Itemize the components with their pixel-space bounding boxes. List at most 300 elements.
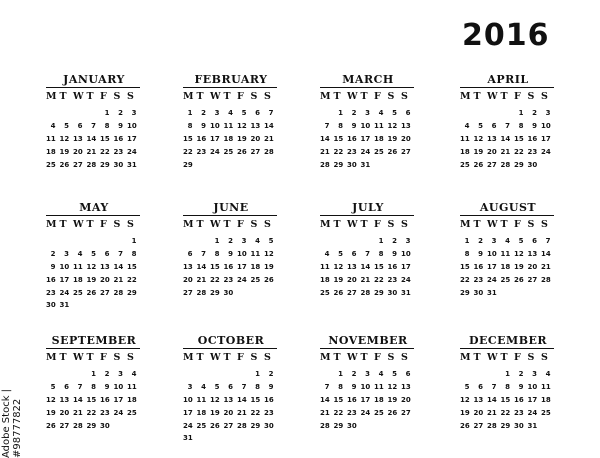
day-cell: 17 bbox=[210, 134, 220, 143]
day-cell: 5 bbox=[91, 249, 96, 258]
day-cell: 20 bbox=[250, 134, 261, 143]
day-cell: 26 bbox=[387, 147, 398, 156]
weekday-label: S bbox=[250, 219, 258, 230]
day-cell: 27 bbox=[73, 160, 83, 169]
day-cell: 31 bbox=[59, 301, 70, 310]
day-cell: 15 bbox=[333, 395, 344, 404]
day-cell: 17 bbox=[527, 395, 538, 404]
weekday-label: W bbox=[487, 352, 498, 363]
day-cell: 2 bbox=[228, 237, 233, 245]
day-cell: 11 bbox=[500, 249, 511, 258]
day-cell: 16 bbox=[514, 395, 524, 404]
day-blank bbox=[320, 235, 334, 248]
month-may bbox=[46, 201, 142, 312]
weekday-header bbox=[320, 91, 416, 105]
day-cell: 4 bbox=[131, 370, 137, 378]
day-cell: 26 bbox=[86, 288, 97, 297]
day-cell: 25 bbox=[250, 275, 261, 284]
day-cell: 26 bbox=[264, 275, 274, 284]
day-cell: 4 bbox=[545, 370, 551, 378]
day-cell: 21 bbox=[360, 275, 371, 284]
day-cell: 18 bbox=[196, 408, 207, 417]
day-cell: 28 bbox=[237, 421, 247, 430]
day-cell: 10 bbox=[527, 382, 538, 391]
day-cell: 16 bbox=[223, 262, 234, 271]
day-cell: 12 bbox=[86, 262, 97, 271]
day-cell: 24 bbox=[541, 147, 551, 156]
day-cell: 9 bbox=[268, 382, 274, 391]
day-cell: 7 bbox=[77, 382, 83, 391]
day-cell: 20 bbox=[223, 408, 234, 417]
month-august bbox=[460, 201, 556, 299]
day-cell: 23 bbox=[473, 275, 484, 284]
weekday-label: F bbox=[237, 352, 244, 363]
day-cell: 13 bbox=[527, 249, 538, 258]
day-cell: 8 bbox=[187, 121, 193, 130]
day-cell: 20 bbox=[100, 275, 110, 284]
day-cell: 24 bbox=[527, 408, 538, 417]
month-october bbox=[183, 334, 279, 445]
day-cell: 11 bbox=[374, 382, 384, 391]
day-cell: 27 bbox=[487, 160, 497, 169]
month-name: JULY bbox=[352, 201, 384, 214]
day-cell: 6 bbox=[405, 370, 411, 378]
day-blank bbox=[361, 235, 375, 248]
day-cell: 15 bbox=[183, 134, 193, 143]
day-grid bbox=[183, 368, 279, 445]
weekday-label: S bbox=[401, 352, 408, 363]
day-cell: 5 bbox=[338, 249, 343, 258]
day-cell: 15 bbox=[86, 395, 97, 404]
month-divider bbox=[320, 348, 414, 349]
day-cell: 24 bbox=[360, 147, 371, 156]
day-cell: 22 bbox=[500, 408, 511, 417]
day-cell: 13 bbox=[59, 395, 70, 404]
day-cell: 14 bbox=[320, 134, 330, 143]
day-cell: 1 bbox=[464, 237, 470, 245]
day-cell: 9 bbox=[351, 121, 357, 130]
day-cell: 29 bbox=[333, 160, 344, 169]
weekday-label: S bbox=[401, 219, 408, 230]
day-cell: 19 bbox=[333, 275, 344, 284]
day-cell: 17 bbox=[360, 395, 371, 404]
day-cell: 4 bbox=[324, 249, 330, 258]
weekday-label: F bbox=[237, 219, 244, 230]
day-cell: 31 bbox=[527, 421, 538, 430]
month-divider bbox=[183, 87, 277, 88]
day-cell: 8 bbox=[131, 249, 137, 258]
day-cell: 21 bbox=[196, 275, 207, 284]
day-cell: 8 bbox=[378, 249, 384, 258]
day-grid bbox=[320, 368, 416, 432]
day-grid bbox=[46, 368, 142, 432]
day-cell: 16 bbox=[387, 262, 398, 271]
day-cell: 12 bbox=[514, 249, 524, 258]
weekday-label: T bbox=[360, 219, 368, 230]
day-cell: 8 bbox=[255, 382, 260, 391]
day-cell: 8 bbox=[214, 249, 220, 258]
day-cell: 27 bbox=[100, 288, 110, 297]
weekday-label: W bbox=[347, 219, 358, 230]
weekday-header bbox=[460, 219, 556, 233]
month-name: DECEMBER bbox=[468, 334, 548, 347]
weekday-label: S bbox=[387, 91, 395, 102]
day-cell: 25 bbox=[320, 288, 330, 297]
day-cell: 1 bbox=[505, 370, 510, 378]
day-cell: 28 bbox=[500, 160, 511, 169]
day-cell: 8 bbox=[91, 382, 96, 391]
year-title: 2016 bbox=[462, 18, 550, 53]
day-grid bbox=[46, 107, 142, 171]
weekday-label: F bbox=[100, 91, 107, 102]
day-cell: 21 bbox=[86, 147, 97, 156]
day-blank bbox=[114, 235, 128, 248]
day-cell: 15 bbox=[460, 262, 470, 271]
weekday-label: T bbox=[223, 352, 231, 363]
day-cell: 22 bbox=[210, 275, 220, 284]
day-cell: 3 bbox=[365, 370, 370, 378]
day-cell: 16 bbox=[100, 395, 110, 404]
day-cell: 27 bbox=[59, 421, 70, 430]
day-cell: 12 bbox=[473, 134, 484, 143]
day-cell: 14 bbox=[86, 134, 97, 143]
day-grid bbox=[460, 235, 556, 299]
day-cell: 3 bbox=[545, 109, 551, 117]
day-cell: 9 bbox=[104, 382, 110, 391]
day-cell: 20 bbox=[59, 408, 70, 417]
day-cell: 30 bbox=[347, 160, 357, 169]
day-cell: 3 bbox=[118, 370, 123, 378]
day-cell: 7 bbox=[365, 249, 370, 258]
month-december bbox=[460, 334, 556, 432]
month-divider bbox=[46, 87, 140, 88]
weekday-label: F bbox=[237, 91, 244, 102]
day-cell: 29 bbox=[500, 421, 511, 430]
day-cell: 4 bbox=[201, 382, 206, 391]
day-cell: 21 bbox=[320, 408, 330, 417]
day-cell: 11 bbox=[374, 121, 384, 130]
day-cell: 19 bbox=[264, 262, 274, 271]
day-cell: 30 bbox=[347, 421, 357, 430]
day-blank bbox=[183, 368, 197, 381]
weekday-label: M bbox=[460, 219, 471, 230]
day-cell: 22 bbox=[250, 408, 261, 417]
day-cell: 18 bbox=[460, 147, 470, 156]
day-blank bbox=[501, 107, 515, 120]
day-cell: 5 bbox=[50, 382, 56, 391]
day-cell: 18 bbox=[223, 134, 234, 143]
day-cell: 10 bbox=[59, 262, 70, 271]
month-name: MARCH bbox=[342, 73, 394, 86]
day-cell: 26 bbox=[59, 160, 70, 169]
day-cell: 6 bbox=[228, 382, 233, 391]
day-cell: 5 bbox=[214, 382, 220, 391]
day-cell: 19 bbox=[46, 408, 56, 417]
month-divider bbox=[46, 348, 140, 349]
day-cell: 6 bbox=[532, 237, 537, 245]
day-cell: 29 bbox=[127, 288, 137, 297]
weekday-label: T bbox=[59, 219, 67, 230]
weekday-header bbox=[46, 91, 142, 105]
day-cell: 14 bbox=[320, 395, 330, 404]
day-cell: 24 bbox=[360, 408, 371, 417]
weekday-header bbox=[460, 91, 556, 105]
day-cell: 15 bbox=[333, 134, 344, 143]
weekday-label: W bbox=[210, 219, 221, 230]
day-cell: 3 bbox=[187, 382, 193, 391]
month-march bbox=[320, 73, 416, 171]
day-cell: 2 bbox=[392, 237, 397, 245]
weekday-label: W bbox=[487, 219, 498, 230]
day-cell: 11 bbox=[73, 262, 83, 271]
day-cell: 30 bbox=[46, 301, 56, 310]
day-cell: 20 bbox=[73, 147, 83, 156]
month-february bbox=[183, 73, 279, 171]
weekday-label: F bbox=[374, 352, 381, 363]
day-cell: 20 bbox=[527, 262, 538, 271]
day-cell: 18 bbox=[320, 275, 330, 284]
day-cell: 11 bbox=[541, 382, 551, 391]
day-cell: 24 bbox=[113, 408, 124, 417]
day-blank bbox=[210, 368, 224, 381]
day-cell: 16 bbox=[113, 134, 124, 143]
month-name: NOVEMBER bbox=[328, 334, 408, 347]
weekday-label: W bbox=[73, 352, 84, 363]
day-cell: 23 bbox=[100, 408, 110, 417]
day-cell: 15 bbox=[127, 262, 137, 271]
day-cell: 8 bbox=[464, 249, 470, 258]
day-grid bbox=[460, 107, 556, 171]
day-cell: 5 bbox=[478, 121, 483, 130]
weekday-label: S bbox=[113, 91, 121, 102]
weekday-label: S bbox=[250, 352, 258, 363]
month-name: FEBRUARY bbox=[194, 73, 268, 86]
day-cell: 9 bbox=[228, 249, 233, 258]
day-cell: 28 bbox=[541, 275, 551, 284]
day-cell: 13 bbox=[250, 121, 261, 130]
day-cell: 16 bbox=[473, 262, 484, 271]
weekday-label: S bbox=[541, 352, 548, 363]
day-cell: 25 bbox=[73, 288, 83, 297]
weekday-label: T bbox=[473, 91, 481, 102]
day-cell: 1 bbox=[91, 370, 96, 378]
day-cell: 21 bbox=[487, 408, 497, 417]
day-cell: 18 bbox=[250, 262, 261, 271]
day-cell: 23 bbox=[46, 288, 56, 297]
day-cell: 20 bbox=[401, 395, 411, 404]
day-cell: 27 bbox=[250, 147, 261, 156]
day-cell: 6 bbox=[104, 249, 110, 258]
day-cell: 13 bbox=[183, 262, 193, 271]
day-cell: 21 bbox=[320, 147, 330, 156]
day-cell: 14 bbox=[500, 134, 511, 143]
day-cell: 31 bbox=[401, 288, 411, 297]
day-cell: 28 bbox=[196, 288, 207, 297]
day-blank bbox=[474, 107, 488, 120]
day-cell: 31 bbox=[487, 288, 497, 297]
day-cell: 29 bbox=[250, 421, 261, 430]
month-divider bbox=[320, 87, 414, 88]
weekday-label: T bbox=[333, 352, 341, 363]
weekday-header bbox=[46, 219, 142, 233]
day-cell: 11 bbox=[223, 121, 234, 130]
day-cell: 5 bbox=[392, 370, 397, 378]
day-cell: 28 bbox=[113, 288, 124, 297]
day-cell: 12 bbox=[460, 395, 470, 404]
weekday-label: T bbox=[473, 219, 481, 230]
day-cell: 5 bbox=[268, 237, 274, 245]
weekday-label: T bbox=[196, 352, 204, 363]
day-cell: 28 bbox=[73, 421, 83, 430]
day-cell: 25 bbox=[127, 408, 137, 417]
day-cell: 24 bbox=[59, 288, 70, 297]
day-cell: 29 bbox=[210, 288, 220, 297]
day-cell: 6 bbox=[405, 109, 411, 117]
weekday-label: T bbox=[360, 91, 368, 102]
weekday-header bbox=[320, 219, 416, 233]
day-cell: 26 bbox=[514, 275, 524, 284]
day-cell: 27 bbox=[527, 275, 538, 284]
weekday-label: W bbox=[210, 352, 221, 363]
day-blank bbox=[73, 235, 87, 248]
weekday-label: S bbox=[401, 91, 408, 102]
day-cell: 22 bbox=[86, 408, 97, 417]
day-grid bbox=[46, 235, 142, 312]
month-name: MAY bbox=[79, 201, 109, 214]
day-cell: 22 bbox=[374, 275, 384, 284]
day-cell: 19 bbox=[210, 408, 220, 417]
day-cell: 21 bbox=[264, 134, 274, 143]
day-cell: 13 bbox=[473, 395, 484, 404]
day-cell: 21 bbox=[113, 275, 124, 284]
day-cell: 24 bbox=[183, 421, 193, 430]
weekday-label: F bbox=[514, 352, 521, 363]
day-cell: 15 bbox=[250, 395, 261, 404]
day-cell: 30 bbox=[514, 421, 524, 430]
weekday-label: T bbox=[500, 219, 508, 230]
day-cell: 13 bbox=[401, 121, 411, 130]
day-cell: 30 bbox=[473, 288, 484, 297]
day-cell: 1 bbox=[131, 237, 137, 245]
day-cell: 14 bbox=[113, 262, 124, 271]
day-cell: 2 bbox=[518, 370, 524, 378]
day-cell: 30 bbox=[387, 288, 398, 297]
month-july bbox=[320, 201, 416, 299]
day-cell: 2 bbox=[351, 109, 357, 117]
day-cell: 2 bbox=[118, 109, 123, 117]
weekday-label: S bbox=[527, 219, 535, 230]
day-cell: 24 bbox=[237, 275, 247, 284]
day-cell: 29 bbox=[460, 288, 470, 297]
weekday-label: T bbox=[86, 352, 94, 363]
day-cell: 12 bbox=[46, 395, 56, 404]
day-blank bbox=[60, 107, 74, 120]
day-blank bbox=[237, 368, 251, 381]
day-cell: 8 bbox=[338, 382, 343, 391]
day-cell: 12 bbox=[210, 395, 220, 404]
day-cell: 14 bbox=[541, 249, 551, 258]
day-cell: 14 bbox=[360, 262, 371, 271]
day-cell: 7 bbox=[201, 249, 206, 258]
day-cell: 8 bbox=[505, 382, 510, 391]
day-cell: 1 bbox=[214, 237, 220, 245]
day-cell: 17 bbox=[183, 408, 193, 417]
day-grid bbox=[183, 107, 279, 171]
day-cell: 3 bbox=[241, 237, 247, 245]
weekday-label: M bbox=[46, 91, 57, 102]
day-cell: 20 bbox=[473, 408, 484, 417]
day-cell: 6 bbox=[187, 249, 193, 258]
day-cell: 18 bbox=[374, 395, 384, 404]
day-cell: 18 bbox=[374, 134, 384, 143]
day-cell: 20 bbox=[183, 275, 193, 284]
weekday-label: M bbox=[320, 352, 331, 363]
day-cell: 11 bbox=[250, 249, 261, 258]
day-cell: 5 bbox=[241, 109, 247, 117]
day-cell: 5 bbox=[518, 237, 524, 245]
day-cell: 19 bbox=[473, 147, 484, 156]
day-cell: 17 bbox=[59, 275, 70, 284]
day-cell: 10 bbox=[183, 395, 193, 404]
day-cell: 15 bbox=[210, 262, 220, 271]
day-cell: 16 bbox=[347, 395, 357, 404]
day-blank bbox=[87, 107, 101, 120]
day-cell: 13 bbox=[223, 395, 234, 404]
day-cell: 2 bbox=[104, 370, 110, 378]
day-cell: 8 bbox=[518, 121, 524, 130]
day-cell: 17 bbox=[127, 134, 137, 143]
weekday-label: F bbox=[100, 219, 107, 230]
day-cell: 16 bbox=[264, 395, 274, 404]
weekday-label: T bbox=[360, 352, 368, 363]
weekday-label: F bbox=[100, 352, 107, 363]
day-cell: 7 bbox=[324, 382, 330, 391]
day-cell: 20 bbox=[401, 134, 411, 143]
month-november bbox=[320, 334, 416, 432]
day-cell: 1 bbox=[378, 237, 384, 245]
day-cell: 3 bbox=[214, 109, 220, 117]
weekday-label: T bbox=[333, 219, 341, 230]
day-cell: 14 bbox=[73, 395, 83, 404]
day-cell: 28 bbox=[487, 421, 497, 430]
day-cell: 31 bbox=[183, 434, 193, 443]
day-cell: 13 bbox=[73, 134, 83, 143]
day-cell: 3 bbox=[365, 109, 370, 117]
day-cell: 9 bbox=[392, 249, 397, 258]
day-cell: 9 bbox=[478, 249, 483, 258]
day-cell: 31 bbox=[127, 160, 137, 169]
day-cell: 22 bbox=[333, 408, 344, 417]
day-cell: 4 bbox=[77, 249, 83, 258]
day-cell: 7 bbox=[324, 121, 330, 130]
day-cell: 2 bbox=[532, 109, 537, 117]
day-cell: 4 bbox=[255, 237, 260, 245]
day-cell: 22 bbox=[127, 275, 137, 284]
month-name: AUGUST bbox=[479, 201, 537, 214]
day-blank bbox=[46, 107, 60, 120]
weekday-label: S bbox=[127, 91, 134, 102]
day-cell: 30 bbox=[113, 160, 124, 169]
day-cell: 12 bbox=[387, 382, 398, 391]
day-grid bbox=[320, 235, 416, 299]
day-blank bbox=[460, 368, 474, 381]
month-name: SEPTEMBER bbox=[51, 334, 137, 347]
day-cell: 4 bbox=[228, 109, 233, 117]
day-cell: 28 bbox=[86, 160, 97, 169]
day-cell: 7 bbox=[268, 109, 274, 117]
day-cell: 10 bbox=[210, 121, 220, 130]
day-cell: 19 bbox=[387, 134, 398, 143]
